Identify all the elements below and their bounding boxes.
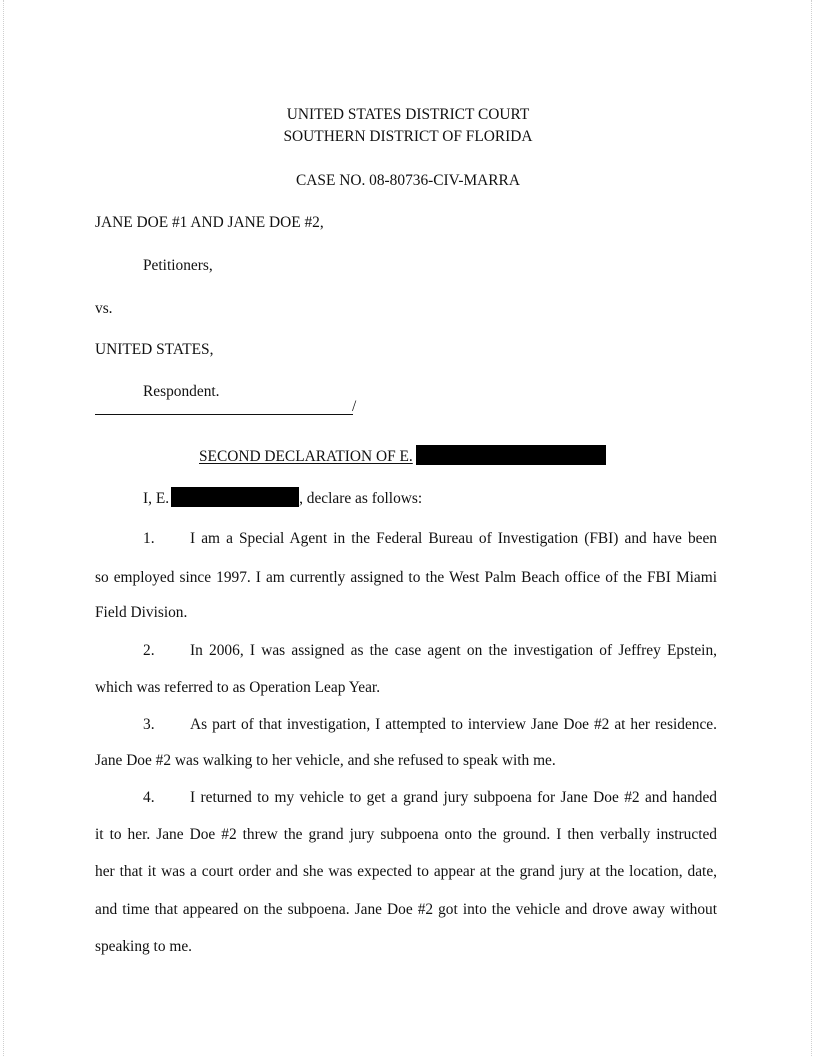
respondent-label: Respondent. <box>143 383 220 400</box>
intro-prefix: I, E. <box>143 490 170 507</box>
paragraph-4-line-4: and time that appeared on the subpoena. Jane Doe #2 got into the vehicle and drove away without <box>95 901 717 918</box>
paragraph-1-line-1: I am a Special Agent in the Federal Bureau of Investigation (FBI) and have been <box>190 530 717 547</box>
paragraph-2-line-1: In 2006, I was assigned as the case agent on the investigation of Jeffrey Epstein, <box>190 642 717 659</box>
scan-edge-left <box>3 0 5 1056</box>
respondent-name: UNITED STATES, <box>95 341 214 358</box>
paragraph-4-line-1: I returned to my vehicle to get a grand jury subpoena for Jane Doe #2 and handed <box>190 789 717 806</box>
intro-suffix: , declare as follows: <box>299 490 423 507</box>
paragraph-1-line-3: Field Division. <box>95 604 188 621</box>
paragraph-number: 2. <box>143 642 155 659</box>
paragraph-1-line-2: so employed since 1997. I am currently assigned to the West Palm Beach office of the FBI Miami <box>95 569 717 586</box>
court-name-line1: UNITED STATES DISTRICT COURT <box>286 106 530 123</box>
declaration-title <box>199 445 606 466</box>
paragraph-4-line-3: her that it was a court order and she was expected to appear at the grand jury at the location, date, <box>95 863 717 880</box>
court-name-line2: SOUTHERN DISTRICT OF FLORIDA <box>283 128 533 145</box>
paragraph-3-line-1: As part of that investigation, I attempted to interview Jane Doe #2 at her residence. <box>190 716 717 733</box>
redaction-box <box>416 445 606 465</box>
paragraph-number: 1. <box>143 530 155 547</box>
declaration-title-text: SECOND DECLARATION OF E. <box>199 448 413 465</box>
paragraph-number: 4. <box>143 789 155 806</box>
caption-rule <box>95 414 353 415</box>
paragraph-4-line-5: speaking to me. <box>95 938 193 955</box>
paragraph-2-line-2: which was referred to as Operation Leap Year. <box>95 679 381 696</box>
intro-line <box>143 487 422 508</box>
caption-rule-slash: / <box>352 398 357 415</box>
versus: vs. <box>95 300 113 317</box>
petitioners-label: Petitioners, <box>143 257 213 274</box>
paragraph-number: 3. <box>143 716 155 733</box>
case-number: CASE NO. 08-80736-CIV-MARRA <box>296 172 520 189</box>
paragraph-3-line-2: Jane Doe #2 was walking to her vehicle, and she refused to speak with me. <box>95 752 556 769</box>
paragraph-4-line-2: it to her. Jane Doe #2 threw the grand jury subpoena onto the ground. I then verbally instructed <box>95 826 717 843</box>
redaction-box <box>171 487 299 507</box>
petitioners-names: JANE DOE #1 AND JANE DOE #2, <box>95 214 324 231</box>
scan-edge-right <box>811 0 813 1056</box>
